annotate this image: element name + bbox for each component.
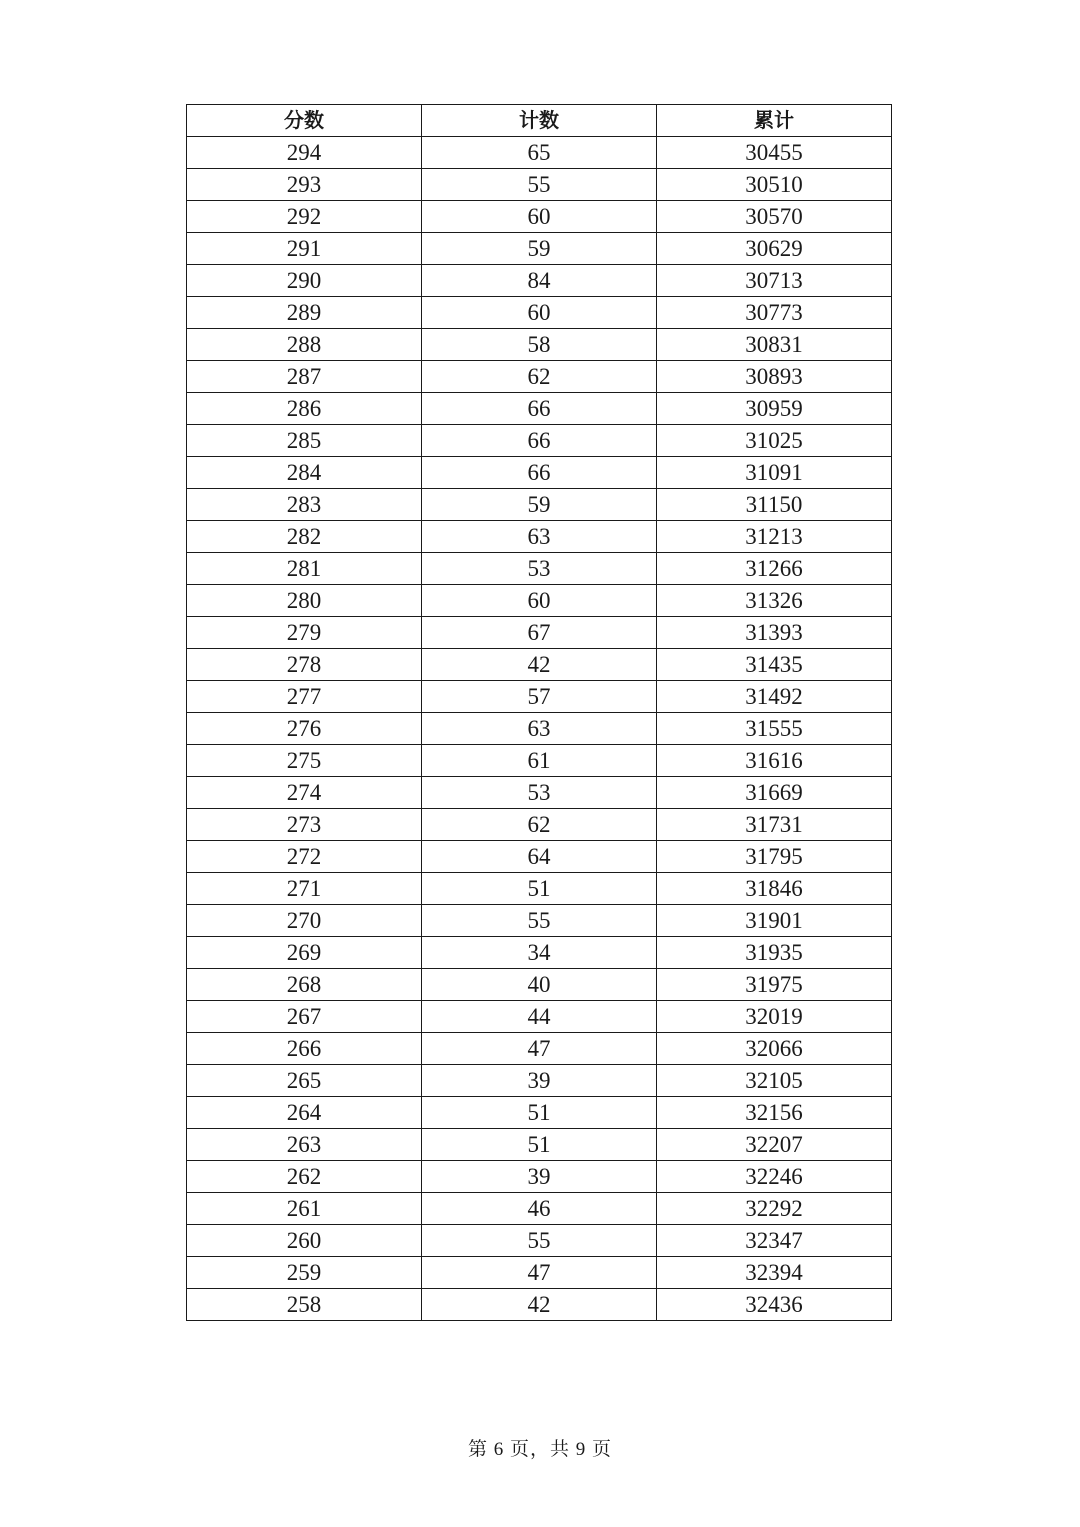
table-row — [187, 1065, 892, 1097]
count-cell: 66 — [422, 425, 657, 457]
cumulative-cell: 32105 — [657, 1065, 892, 1097]
table-row — [187, 489, 892, 521]
score-cell: 294 — [187, 137, 422, 169]
cumulative-cell: 30773 — [657, 297, 892, 329]
cumulative-cell: 31435 — [657, 649, 892, 681]
table-header-row — [187, 105, 892, 137]
table-row — [187, 201, 892, 233]
score-cell: 282 — [187, 521, 422, 553]
cumulative-cell: 30455 — [657, 137, 892, 169]
table-row — [187, 265, 892, 297]
score-cell: 279 — [187, 617, 422, 649]
score-cell: 287 — [187, 361, 422, 393]
cumulative-cell: 32292 — [657, 1193, 892, 1225]
count-cell: 62 — [422, 361, 657, 393]
count-cell: 55 — [422, 1225, 657, 1257]
table-row — [187, 361, 892, 393]
score-cell: 259 — [187, 1257, 422, 1289]
cumulative-cell: 32246 — [657, 1161, 892, 1193]
cumulative-cell: 32436 — [657, 1289, 892, 1321]
score-cell: 277 — [187, 681, 422, 713]
cumulative-cell: 31025 — [657, 425, 892, 457]
count-cell: 61 — [422, 745, 657, 777]
score-cell: 275 — [187, 745, 422, 777]
count-cell: 40 — [422, 969, 657, 1001]
header-cumulative: 累计 — [657, 105, 892, 137]
count-cell: 55 — [422, 905, 657, 937]
table-row — [187, 1033, 892, 1065]
count-cell: 63 — [422, 521, 657, 553]
table-row — [187, 1193, 892, 1225]
score-cell: 265 — [187, 1065, 422, 1097]
count-cell: 42 — [422, 1289, 657, 1321]
table-body — [187, 137, 892, 1321]
cumulative-cell: 31555 — [657, 713, 892, 745]
table-row — [187, 681, 892, 713]
table-row — [187, 329, 892, 361]
score-cell: 260 — [187, 1225, 422, 1257]
cumulative-cell: 30510 — [657, 169, 892, 201]
count-cell: 66 — [422, 457, 657, 489]
table-row — [187, 841, 892, 873]
table-row — [187, 585, 892, 617]
score-cell: 274 — [187, 777, 422, 809]
score-cell: 290 — [187, 265, 422, 297]
count-cell: 34 — [422, 937, 657, 969]
table-row — [187, 745, 892, 777]
count-cell: 65 — [422, 137, 657, 169]
table-row — [187, 1097, 892, 1129]
table-row — [187, 521, 892, 553]
table-row — [187, 1289, 892, 1321]
count-cell: 57 — [422, 681, 657, 713]
cumulative-cell: 31935 — [657, 937, 892, 969]
cumulative-cell: 31266 — [657, 553, 892, 585]
score-cell: 281 — [187, 553, 422, 585]
cumulative-cell: 31975 — [657, 969, 892, 1001]
count-cell: 60 — [422, 297, 657, 329]
table-row — [187, 713, 892, 745]
count-cell: 66 — [422, 393, 657, 425]
score-cell: 273 — [187, 809, 422, 841]
score-cell: 285 — [187, 425, 422, 457]
cumulative-cell: 30570 — [657, 201, 892, 233]
table-row — [187, 809, 892, 841]
score-cell: 261 — [187, 1193, 422, 1225]
cumulative-cell: 30629 — [657, 233, 892, 265]
count-cell: 51 — [422, 873, 657, 905]
table-row — [187, 137, 892, 169]
cumulative-cell: 31326 — [657, 585, 892, 617]
cumulative-cell: 31616 — [657, 745, 892, 777]
cumulative-cell: 32019 — [657, 1001, 892, 1033]
count-cell: 62 — [422, 809, 657, 841]
cumulative-cell: 32347 — [657, 1225, 892, 1257]
cumulative-cell: 31669 — [657, 777, 892, 809]
score-distribution-table — [186, 104, 892, 1321]
table-row — [187, 873, 892, 905]
count-cell: 64 — [422, 841, 657, 873]
cumulative-cell: 32394 — [657, 1257, 892, 1289]
count-cell: 55 — [422, 169, 657, 201]
score-cell: 278 — [187, 649, 422, 681]
cumulative-cell: 31846 — [657, 873, 892, 905]
cumulative-cell: 30831 — [657, 329, 892, 361]
score-cell: 268 — [187, 969, 422, 1001]
count-cell: 47 — [422, 1033, 657, 1065]
cumulative-cell: 32066 — [657, 1033, 892, 1065]
score-cell: 269 — [187, 937, 422, 969]
score-cell: 280 — [187, 585, 422, 617]
table-row — [187, 777, 892, 809]
count-cell: 59 — [422, 489, 657, 521]
count-cell: 58 — [422, 329, 657, 361]
cumulative-cell: 31091 — [657, 457, 892, 489]
score-cell: 284 — [187, 457, 422, 489]
score-cell: 286 — [187, 393, 422, 425]
score-cell: 264 — [187, 1097, 422, 1129]
cumulative-cell: 30713 — [657, 265, 892, 297]
table-row — [187, 233, 892, 265]
header-count: 计数 — [422, 105, 657, 137]
score-cell: 276 — [187, 713, 422, 745]
page-footer: 第 6 页，共 9 页 — [467, 1439, 612, 1460]
count-cell: 53 — [422, 553, 657, 585]
count-cell: 67 — [422, 617, 657, 649]
count-cell: 84 — [422, 265, 657, 297]
score-cell: 291 — [187, 233, 422, 265]
cumulative-cell: 31795 — [657, 841, 892, 873]
score-cell: 271 — [187, 873, 422, 905]
table-row — [187, 553, 892, 585]
table-row — [187, 1225, 892, 1257]
count-cell: 42 — [422, 649, 657, 681]
score-cell: 289 — [187, 297, 422, 329]
count-cell: 53 — [422, 777, 657, 809]
cumulative-cell: 31731 — [657, 809, 892, 841]
count-cell: 44 — [422, 1001, 657, 1033]
count-cell: 63 — [422, 713, 657, 745]
table-row — [187, 937, 892, 969]
cumulative-cell: 32156 — [657, 1097, 892, 1129]
count-cell: 51 — [422, 1097, 657, 1129]
score-cell: 270 — [187, 905, 422, 937]
table-row — [187, 617, 892, 649]
table-row — [187, 1161, 892, 1193]
table-row — [187, 169, 892, 201]
score-cell: 263 — [187, 1129, 422, 1161]
score-cell: 266 — [187, 1033, 422, 1065]
count-cell: 47 — [422, 1257, 657, 1289]
cumulative-cell: 30959 — [657, 393, 892, 425]
cumulative-cell: 32207 — [657, 1129, 892, 1161]
score-cell: 283 — [187, 489, 422, 521]
cumulative-cell: 30893 — [657, 361, 892, 393]
cumulative-cell: 31150 — [657, 489, 892, 521]
table-row — [187, 297, 892, 329]
count-cell: 51 — [422, 1129, 657, 1161]
cumulative-cell: 31492 — [657, 681, 892, 713]
header-score: 分数 — [187, 105, 422, 137]
table-row — [187, 425, 892, 457]
table-row — [187, 1001, 892, 1033]
score-cell: 258 — [187, 1289, 422, 1321]
table-row — [187, 1257, 892, 1289]
table-row — [187, 1129, 892, 1161]
table-row — [187, 905, 892, 937]
score-cell: 293 — [187, 169, 422, 201]
table-row — [187, 393, 892, 425]
count-cell: 46 — [422, 1193, 657, 1225]
table-row — [187, 457, 892, 489]
cumulative-cell: 31393 — [657, 617, 892, 649]
table-row — [187, 649, 892, 681]
count-cell: 39 — [422, 1161, 657, 1193]
score-cell: 267 — [187, 1001, 422, 1033]
count-cell: 60 — [422, 201, 657, 233]
count-cell: 59 — [422, 233, 657, 265]
score-cell: 262 — [187, 1161, 422, 1193]
cumulative-cell: 31213 — [657, 521, 892, 553]
table-row — [187, 969, 892, 1001]
score-cell: 288 — [187, 329, 422, 361]
count-cell: 39 — [422, 1065, 657, 1097]
cumulative-cell: 31901 — [657, 905, 892, 937]
score-cell: 272 — [187, 841, 422, 873]
count-cell: 60 — [422, 585, 657, 617]
score-cell: 292 — [187, 201, 422, 233]
